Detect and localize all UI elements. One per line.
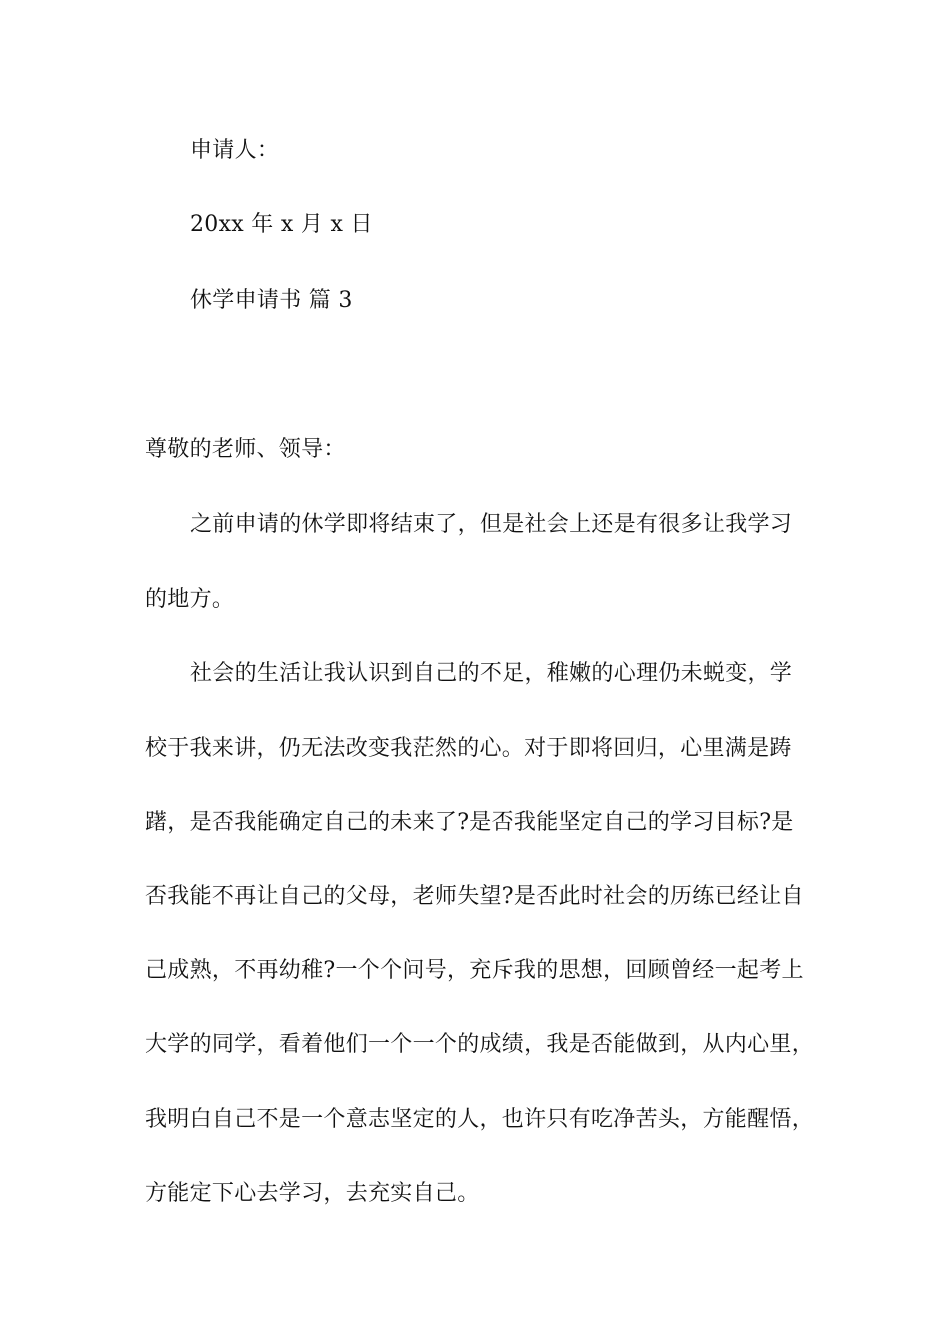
paragraph-line: 社会的生活让我认识到自己的不足，稚嫩的心理仍未蜕变，学 — [190, 661, 793, 686]
applicant-label: 申请人： — [190, 138, 280, 163]
paragraph-line: 躇，是否我能确定自己的未来了?是否我能坚定自己的学习目标?是 — [145, 810, 794, 835]
paragraph-line: 己成熟，不再幼稚?一个个问号，充斥我的思想，回顾曾经一起考上 — [145, 958, 804, 983]
paragraph-line: 否我能不再让自己的父母，老师失望?是否此时社会的历练已经让自 — [145, 884, 804, 909]
salutation: 尊敬的老师、领导： — [145, 437, 346, 462]
section-title: 休学申请书 篇 3 — [190, 288, 353, 313]
paragraph-line: 的地方。 — [145, 587, 235, 612]
paragraph-line: 校于我来讲，仍无法改变我茫然的心。对于即将回归，心里满是踌 — [145, 736, 792, 761]
date-line: 20xx 年 x 月 x 日 — [190, 212, 373, 237]
paragraph-line: 大学的同学，看着他们一个一个的成绩，我是否能做到，从内心里， — [145, 1032, 815, 1057]
paragraph-line: 之前申请的休学即将结束了，但是社会上还是有很多让我学习 — [190, 512, 793, 537]
paragraph-line: 方能定下心去学习，去充实自己。 — [145, 1181, 480, 1206]
paragraph-line: 我明白自己不是一个意志坚定的人，也许只有吃净苦头，方能醒悟， — [145, 1107, 815, 1132]
